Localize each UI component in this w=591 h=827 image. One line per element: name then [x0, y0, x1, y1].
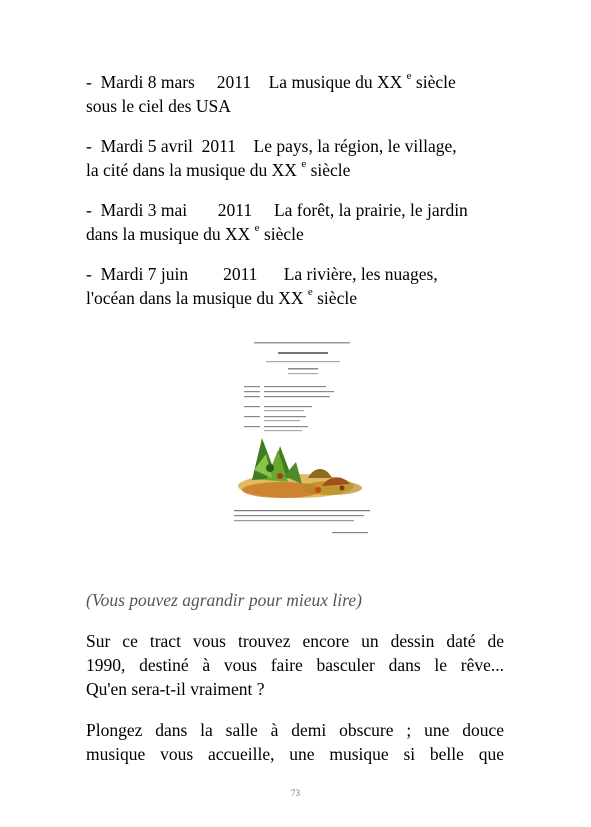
event-item — [86, 70, 504, 118]
paragraph-line: musique vous accueille, une musique si belle que — [86, 744, 504, 764]
event-title-cont: la cité dans la musique du XX — [86, 160, 297, 180]
event-line-2 — [86, 158, 504, 182]
page-number: 73 — [291, 788, 300, 798]
event-title-end: siècle — [317, 288, 357, 308]
event-line-1 — [86, 134, 504, 158]
event-title-cont: dans la musique du XX — [86, 224, 251, 244]
event-title-end: siècle — [310, 160, 351, 180]
event-dash: - — [86, 136, 92, 156]
event-line-1 — [86, 70, 504, 94]
paragraph-line: Plongez dans la salle à demi obscure ; une douce — [86, 720, 504, 740]
event-line-2: sous le ciel des USA — [86, 96, 231, 116]
event-title: La rivière, les nuages, — [283, 264, 438, 284]
paragraph-line: Qu'en sera-t-il vraiment ? — [86, 679, 265, 699]
superscript-e: e — [406, 70, 412, 82]
event-date: Mardi 8 mars — [100, 72, 195, 92]
paragraph-line: Sur ce tract vous trouvez encore un dessin daté de — [86, 631, 504, 651]
image-caption: (Vous pouvez agrandir pour mieux lire) — [86, 590, 362, 610]
event-year: 2011 — [201, 136, 237, 156]
event-item — [86, 198, 504, 246]
event-title: La forêt, la prairie, le jardin — [273, 200, 468, 220]
body-paragraph-1 — [86, 629, 504, 701]
event-title-cont: l'océan dans la musique du XX — [86, 288, 304, 308]
event-line-2 — [86, 286, 504, 310]
event-item — [86, 134, 504, 182]
event-title: Le pays, la région, le village, — [253, 136, 457, 156]
event-year: 2011 — [217, 200, 253, 220]
superscript-e: e — [254, 222, 260, 234]
event-line-1 — [86, 198, 504, 222]
tract-image[interactable] — [222, 320, 382, 546]
event-dash: - — [86, 72, 92, 92]
event-date: Mardi 7 juin — [100, 264, 189, 284]
event-title-end: siècle — [263, 224, 304, 244]
event-date: Mardi 5 avril — [100, 136, 193, 156]
event-item — [86, 262, 504, 310]
event-year: 2011 — [223, 264, 258, 284]
event-dash: - — [86, 264, 92, 284]
event-title-cont: siècle — [415, 72, 456, 92]
event-line-1 — [86, 262, 504, 286]
flyer-thumbnail — [222, 320, 382, 546]
superscript-e: e — [307, 286, 313, 298]
event-dash: - — [86, 200, 92, 220]
superscript-e: e — [301, 158, 307, 170]
body-paragraph-2 — [86, 718, 504, 766]
event-year: 2011 — [216, 72, 252, 92]
paragraph-line: 1990, destiné à vous faire basculer dans le rêve... — [86, 655, 504, 675]
event-title: La musique du XX — [268, 72, 403, 92]
event-line-2 — [86, 222, 504, 246]
event-date: Mardi 3 mai — [100, 200, 188, 220]
